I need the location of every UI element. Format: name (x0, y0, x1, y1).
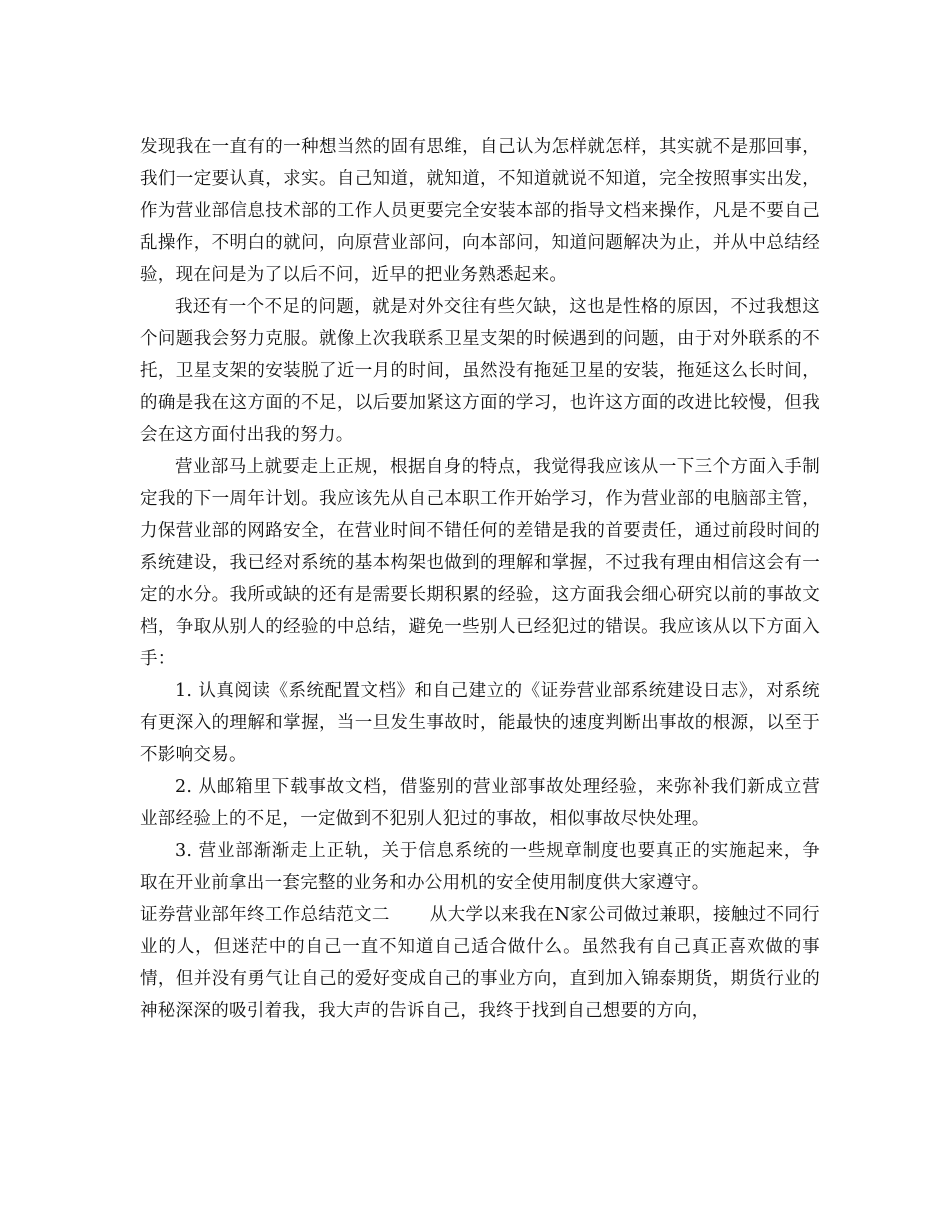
section-body: 从大学以来我在N家公司做过兼职，接触过不同行业的人，但迷茫中的自己一直不知道自己适合做什么。虽然我有自己真正喜欢做的事情，但并没有勇气让自己的爱好变成自己的事业方向，直到加入锦泰期货，期货行业的神秘深深的吸引着我，我大声的告诉自己，我终于找到自己想要的方向， (140, 905, 820, 1021)
list-item-3: 3. 营业部渐渐走上正轨，关于信息系统的一些规章制度也要真正的实施起来，争取在开业前拿出一套完整的业务和办公用机的安全使用制度供大家遵守。 (140, 841, 820, 893)
section-paragraph (140, 899, 820, 1027)
document-body (140, 131, 820, 1027)
paragraph-3: 营业部马上就要走上正规，根据自身的特点，我觉得我应该从一下三个方面入手制定我的下一周年计划。我应该先从自己本职工作开始学习，作为营业部的电脑部主管，力保营业部的网路安全，在营业时间不错任何的差错是我的首要责任，通过前段时间的系统建设，我已经对系统的基本构架也做到的理解和掌握，不过我有理由相信这会有一定的水分。我所或缺的还有是需要长期积累的经验，这方面我会细心研究以前的事故文档，争取从别人的经验的中总结，避免一些别人已经犯过的错误。我应该从以下方面入手： (140, 457, 820, 669)
section-title: 证券营业部年终工作总结范文二 (140, 905, 390, 925)
list-item-2: 2. 从邮箱里下载事故文档，借鉴别的营业部事故处理经验，来弥补我们新成立营业部经验上的不足，一定做到不犯别人犯过的事故，相似事故尽快处理。 (140, 777, 820, 829)
paragraph-1: 发现我在一直有的一种想当然的固有思维，自己认为怎样就怎样，其实就不是那回事，我们一定要认真，求实。自己知道，就知道，不知道就说不知道，完全按照事实出发，作为营业部信息技术部的工作人员更要完全安装本部的指导文档来操作，凡是不要自己乱操作，不明白的就问，向原营业部问，向本部问，知道问题解决为止，并从中总结经验，现在问是为了以后不问，近早的把业务熟悉起来。 (140, 137, 820, 285)
list-item-1: 1. 认真阅读《系统配置文档》和自己建立的《证券营业部系统建设日志》，对系统有更深入的理解和掌握，当一旦发生事故时，能最快的速度判断出事故的根源，以至于不影响交易。 (140, 681, 820, 765)
paragraph-2: 我还有一个不足的问题，就是对外交往有些欠缺，这也是性格的原因，不过我想这个问题我会努力克服。就像上次我联系卫星支架的时候遇到的问题，由于对外联系的不托，卫星支架的安装脱了近一月的时间，虽然没有拖延卫星的安装，拖延这么长时间，的确是我在这方面的不足，以后要加紧这方面的学习，也许这方面的改进比较慢，但我会在这方面付出我的努力。 (140, 297, 820, 445)
